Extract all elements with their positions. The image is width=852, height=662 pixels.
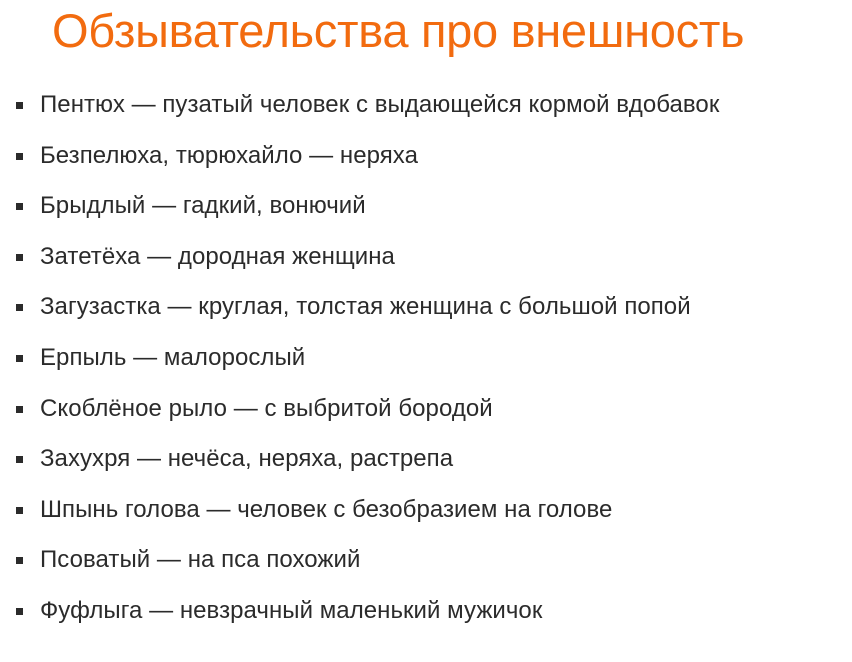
list-item-text: Безпелюха, тюрюхайло — неряха xyxy=(40,141,418,169)
square-bullet-icon xyxy=(16,608,23,615)
list-item-text: Ерпыль — малорослый xyxy=(40,343,306,371)
list-item-text: Затетёха — дородная женщина xyxy=(40,242,395,270)
list-item xyxy=(0,183,852,234)
list-item xyxy=(0,234,852,285)
page-title: Обзывательства про внешность xyxy=(52,4,745,57)
list-item-text: Скоблёное рыло — с выбритой бородой xyxy=(40,394,493,422)
square-bullet-icon xyxy=(16,507,23,514)
insult-list xyxy=(0,82,852,639)
list-item xyxy=(0,588,852,639)
square-bullet-icon xyxy=(16,102,23,109)
list-item xyxy=(0,82,852,133)
square-bullet-icon xyxy=(16,153,23,160)
square-bullet-icon xyxy=(16,355,23,362)
list-item xyxy=(0,284,852,335)
list-item xyxy=(0,487,852,538)
list-item xyxy=(0,133,852,184)
list-item xyxy=(0,335,852,386)
list-item-text: Загузастка — круглая, толстая женщина с большой попой xyxy=(40,293,691,321)
square-bullet-icon xyxy=(16,406,23,413)
square-bullet-icon xyxy=(16,203,23,210)
square-bullet-icon xyxy=(16,557,23,564)
square-bullet-icon xyxy=(16,304,23,311)
list-item-text: Брыдлый — гадкий, вонючий xyxy=(40,192,366,220)
list-item-text: Шпынь голова — человек с безобразием на голове xyxy=(40,495,613,523)
list-item xyxy=(0,436,852,487)
square-bullet-icon xyxy=(16,456,23,463)
list-item-text: Пентюх — пузатый человек с выдающейся кормой вдобавок xyxy=(40,91,720,118)
list-item-text: Захухря — нечёса, неряха, растрепа xyxy=(40,445,454,473)
square-bullet-icon xyxy=(16,254,23,261)
list-item xyxy=(0,386,852,437)
list-item xyxy=(0,537,852,588)
list-item-text: Псоватый — на пса похожий xyxy=(40,546,361,574)
list-item-text: Фуфлыга — невзрачный маленький мужичок xyxy=(40,596,543,624)
